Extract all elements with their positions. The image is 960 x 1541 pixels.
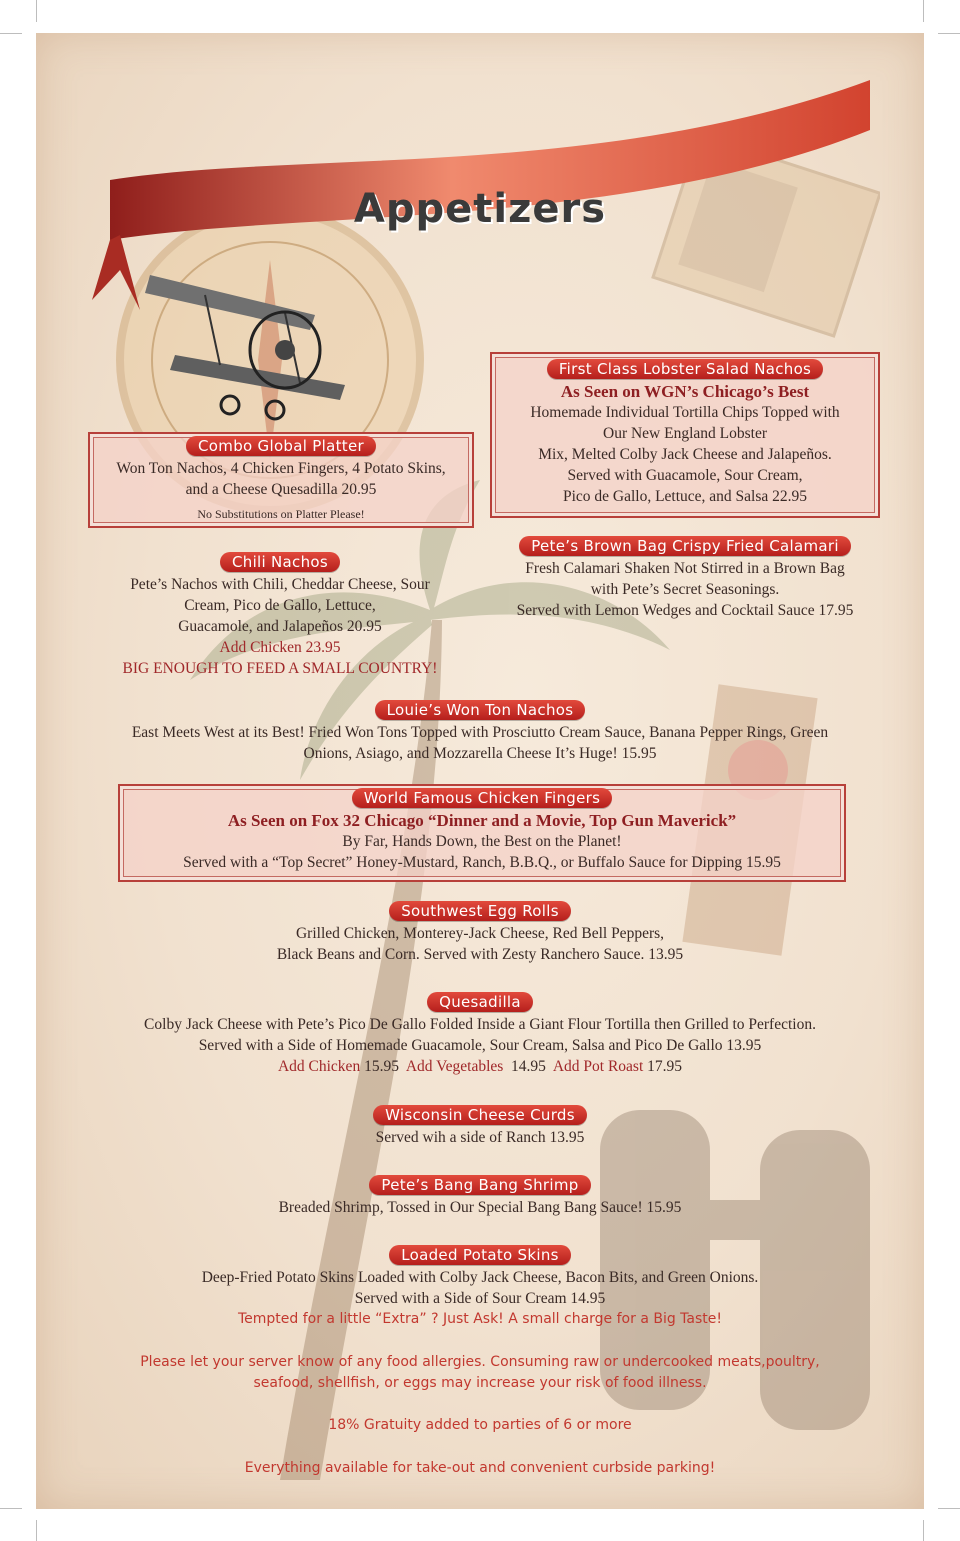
item-title: Combo Global Platter	[186, 436, 376, 456]
airplane-icon	[135, 245, 365, 435]
item-line: Onions, Asiago, and Mozzarella Cheese It’s Huge! 15.95	[303, 745, 657, 762]
menu-item-bang-bang-shrimp	[180, 1175, 780, 1218]
allergy-notice-line-2: seafood, shellfish, or eggs may increase your risk of food illness.	[253, 1375, 707, 1391]
menu-item-quesadilla	[60, 992, 900, 1077]
item-line: Served with a Side of Sour Cream 14.95	[354, 1290, 606, 1307]
crop-mark	[938, 33, 960, 34]
menu-item-chicken-fingers	[118, 788, 846, 873]
item-line: Pico de Gallo, Lettuce, and Salsa 22.95	[562, 488, 808, 505]
menu-item-cheese-curds	[280, 1105, 680, 1148]
crop-mark	[938, 1508, 960, 1509]
menu-item-chili-nachos	[80, 552, 480, 679]
item-line: Grilled Chicken, Monterey-Jack Cheese, Red Bell Peppers,	[295, 925, 665, 942]
item-title: Loaded Potato Skins	[389, 1245, 571, 1265]
item-title: Chili Nachos	[220, 552, 340, 572]
crop-mark	[36, 1520, 37, 1541]
item-line: Served with Lemon Wedges and Cocktail Sauce 17.95	[516, 602, 854, 619]
item-line: Homemade Individual Tortilla Chips Topped with	[530, 404, 840, 421]
item-line: Cream, Pico de Gallo, Lettuce,	[184, 597, 376, 614]
item-headline: As Seen on Fox 32 Chicago “Dinner and a Movie, Top Gun Maverick”	[227, 811, 737, 830]
item-addon: Add Chicken 23.95	[219, 639, 341, 656]
item-note: No Substitutions on Platter Please!	[197, 507, 365, 521]
item-title: World Famous Chicken Fingers	[352, 788, 612, 808]
item-line: Served with a “Top Secret” Honey-Mustard, Ranch, B.B.Q., or Buffalo Sauce for Dipping 15.95	[183, 854, 781, 871]
menu-item-combo-global-platter	[88, 436, 474, 525]
menu-item-southwest-egg-rolls	[180, 901, 780, 965]
allergy-notice-line-1: Please let your server know of any food allergies. Consuming raw or undercooked meats,poultry,	[140, 1354, 820, 1370]
crop-mark	[0, 1508, 22, 1509]
crop-mark	[36, 0, 37, 22]
item-line: By Far, Hands Down, the Best on the Planet!	[342, 833, 622, 850]
takeout-notice: Everything available for take-out and convenient curbside parking!	[244, 1460, 716, 1476]
item-line: Fresh Calamari Shaken Not Stirred in a Brown Bag	[525, 560, 845, 577]
item-tagline: BIG ENOUGH TO FEED A SMALL COUNTRY!	[122, 660, 438, 677]
item-headline: As Seen on WGN’s Chicago’s Best	[560, 382, 810, 401]
item-title: Quesadilla	[427, 992, 533, 1012]
item-line: with Pete’s Secret Seasonings.	[590, 581, 780, 598]
item-line: Won Ton Nachos, 4 Chicken Fingers, 4 Potato Skins,	[116, 460, 446, 477]
addon-label: Add Vegetables	[405, 1058, 504, 1075]
item-line: Our New England Lobster	[603, 425, 767, 442]
crop-mark	[923, 0, 924, 22]
extra-notice: Tempted for a little “Extra” ? Just Ask! A small charge for a Big Taste!	[237, 1311, 723, 1327]
addon-price: 14.95	[511, 1058, 546, 1075]
item-line: Mix, Melted Colby Jack Cheese and Jalapeños.	[538, 446, 832, 463]
item-addons	[60, 1056, 900, 1077]
item-title: Pete’s Brown Bag Crispy Fried Calamari	[519, 536, 851, 556]
item-title: First Class Lobster Salad Nachos	[547, 359, 823, 379]
item-title: Louie’s Won Ton Nachos	[375, 700, 586, 720]
crop-mark	[923, 1520, 924, 1541]
crop-mark	[0, 33, 22, 34]
item-line: and a Cheese Quesadilla 20.95	[185, 481, 377, 498]
item-line: Breaded Shrimp, Tossed in Our Special Bang Bang Sauce! 15.95	[278, 1199, 682, 1216]
item-line: Pete’s Nachos with Chili, Cheddar Cheese, Sour	[130, 576, 430, 593]
item-title: Southwest Egg Rolls	[389, 901, 571, 921]
item-line: Deep-Fried Potato Skins Loaded with Colby Jack Cheese, Bacon Bits, and Green Onions.	[201, 1269, 759, 1286]
item-title: Pete’s Bang Bang Shrimp	[369, 1175, 590, 1195]
addon-price: 15.95	[364, 1058, 399, 1075]
gratuity-notice: 18% Gratuity added to parties of 6 or more	[328, 1417, 632, 1433]
addon-label: Add Chicken	[277, 1058, 361, 1075]
menu-item-louies-won-ton-nachos	[60, 700, 900, 764]
page-title: Appetizers	[353, 186, 607, 232]
addon-label: Add Pot Roast	[552, 1058, 644, 1075]
item-line: Served with Guacamole, Sour Cream,	[567, 467, 803, 484]
menu-item-brown-bag-calamari	[480, 536, 890, 621]
menu-item-loaded-potato-skins	[100, 1245, 860, 1309]
addon-price: 17.95	[647, 1058, 683, 1075]
item-line: Guacamole, and Jalapeños 20.95	[178, 618, 382, 635]
item-line: East Meets West at its Best! Fried Won Tons Topped with Prosciutto Cream Sauce, Banana Pepper Rings, Green	[131, 724, 829, 741]
item-line: Black Beans and Corn. Served with Zesty Ranchero Sauce. 13.95	[276, 946, 684, 963]
item-title: Wisconsin Cheese Curds	[373, 1105, 587, 1125]
item-line: Served with a Side of Homemade Guacamole, Sour Cream, Salsa and Pico De Gallo 13.95	[198, 1037, 762, 1054]
item-line: Served wih a side of Ranch 13.95	[375, 1129, 585, 1146]
item-line: Colby Jack Cheese with Pete’s Pico De Gallo Folded Inside a Giant Flour Tortilla then Grilled to Perfection.	[144, 1016, 816, 1033]
menu-item-lobster-salad-nachos	[490, 359, 880, 507]
